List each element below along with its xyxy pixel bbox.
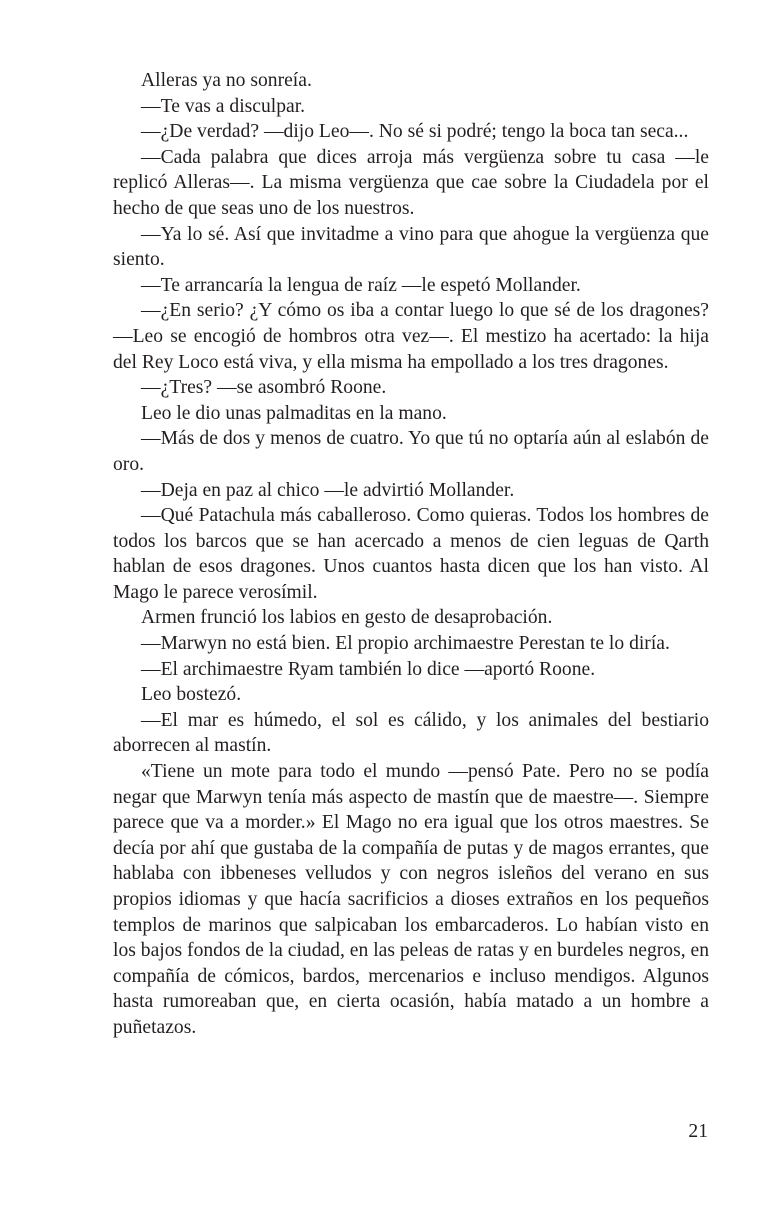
paragraph: —Cada palabra que dices arroja más vergüenza sobre tu casa —le replicó Alleras—. La misma vergüenza que cae sobre la Ciudadela por el hecho de que seas uno de los nuestros. (113, 146, 709, 219)
paragraph: —¿En serio? ¿Y cómo os iba a contar luego lo que sé de los dragones? —Leo se encogió de hombros otra vez—. El mestizo ha acertado: la hija del Rey Loco está viva, y ella misma ha empollado a los tres dragones. (113, 300, 709, 373)
paragraph: —¿De verdad? —dijo Leo—. No sé si podré; tengo la boca tan seca... (141, 121, 689, 143)
paragraph: «Tiene un mote para todo el mundo —pensó Pate. Pero no se podía negar que Marwyn tenía más aspecto de mastín que de maestre—. Siempre parece que va a morder.» El Mago no era igual que los otros maestres. Se decía por ahí que gustaba de la compañía de putas y de magos errantes, que hablaba con ibbeneses velludos y con negros isleños del verano en sus propios idiomas y que hacía sacrificios a dioses extraños en los pequeños templos de marinos que salpicaban los embarcaderos. Lo habían visto en los bajos fondos de la ciudad, en las peleas de ratas y en burdeles negros, en compañía de cómicos, bardos, mercenarios e incluso mendigos. Algunos hasta rumoreaban que, en cierta ocasión, había matado a un hombre a puñetazos. (113, 761, 709, 1038)
paragraph: Leo le dio unas palmaditas en la mano. (141, 402, 447, 424)
paragraph: —Deja en paz al chico —le advirtió Mollander. (141, 479, 515, 501)
paragraph: —Más de dos y menos de cuatro. Yo que tú no optaría aún al eslabón de oro. (113, 428, 709, 475)
paragraph: —Ya lo sé. Así que invitadme a vino para que ahogue la vergüenza que siento. (113, 223, 709, 271)
paragraph: Armen frunció los labios en gesto de desaprobación. (141, 607, 553, 629)
paragraph: —El mar es húmedo, el sol es cálido, y los animales del bestiario aborrecen al mastín. (113, 709, 709, 757)
paragraph: —Qué Patachula más caballeroso. Como quieras. Todos los hombres de todos los barcos que se han acercado a menos de cien leguas de Qarth hablan de esos dragones. Unos cuantos hasta dicen que los han visto. Al Mago le parece verosímil. (113, 505, 709, 603)
page-number: 21 (688, 1121, 708, 1142)
body-text (113, 68, 709, 1041)
paragraph: —El archimaestre Ryam también lo dice —aportó Roone. (141, 658, 596, 680)
paragraph: —Te vas a disculpar. (141, 95, 306, 117)
paragraph: Leo bostezó. (141, 684, 242, 706)
paragraph: —Marwyn no está bien. El propio archimaestre Perestan te lo diría. (141, 633, 670, 655)
paragraph: —¿Tres? —se asombró Roone. (141, 377, 387, 399)
paragraph: Alleras ya no sonreía. (141, 70, 312, 91)
paragraph: —Te arrancaría la lengua de raíz —le espetó Mollander. (141, 274, 581, 296)
